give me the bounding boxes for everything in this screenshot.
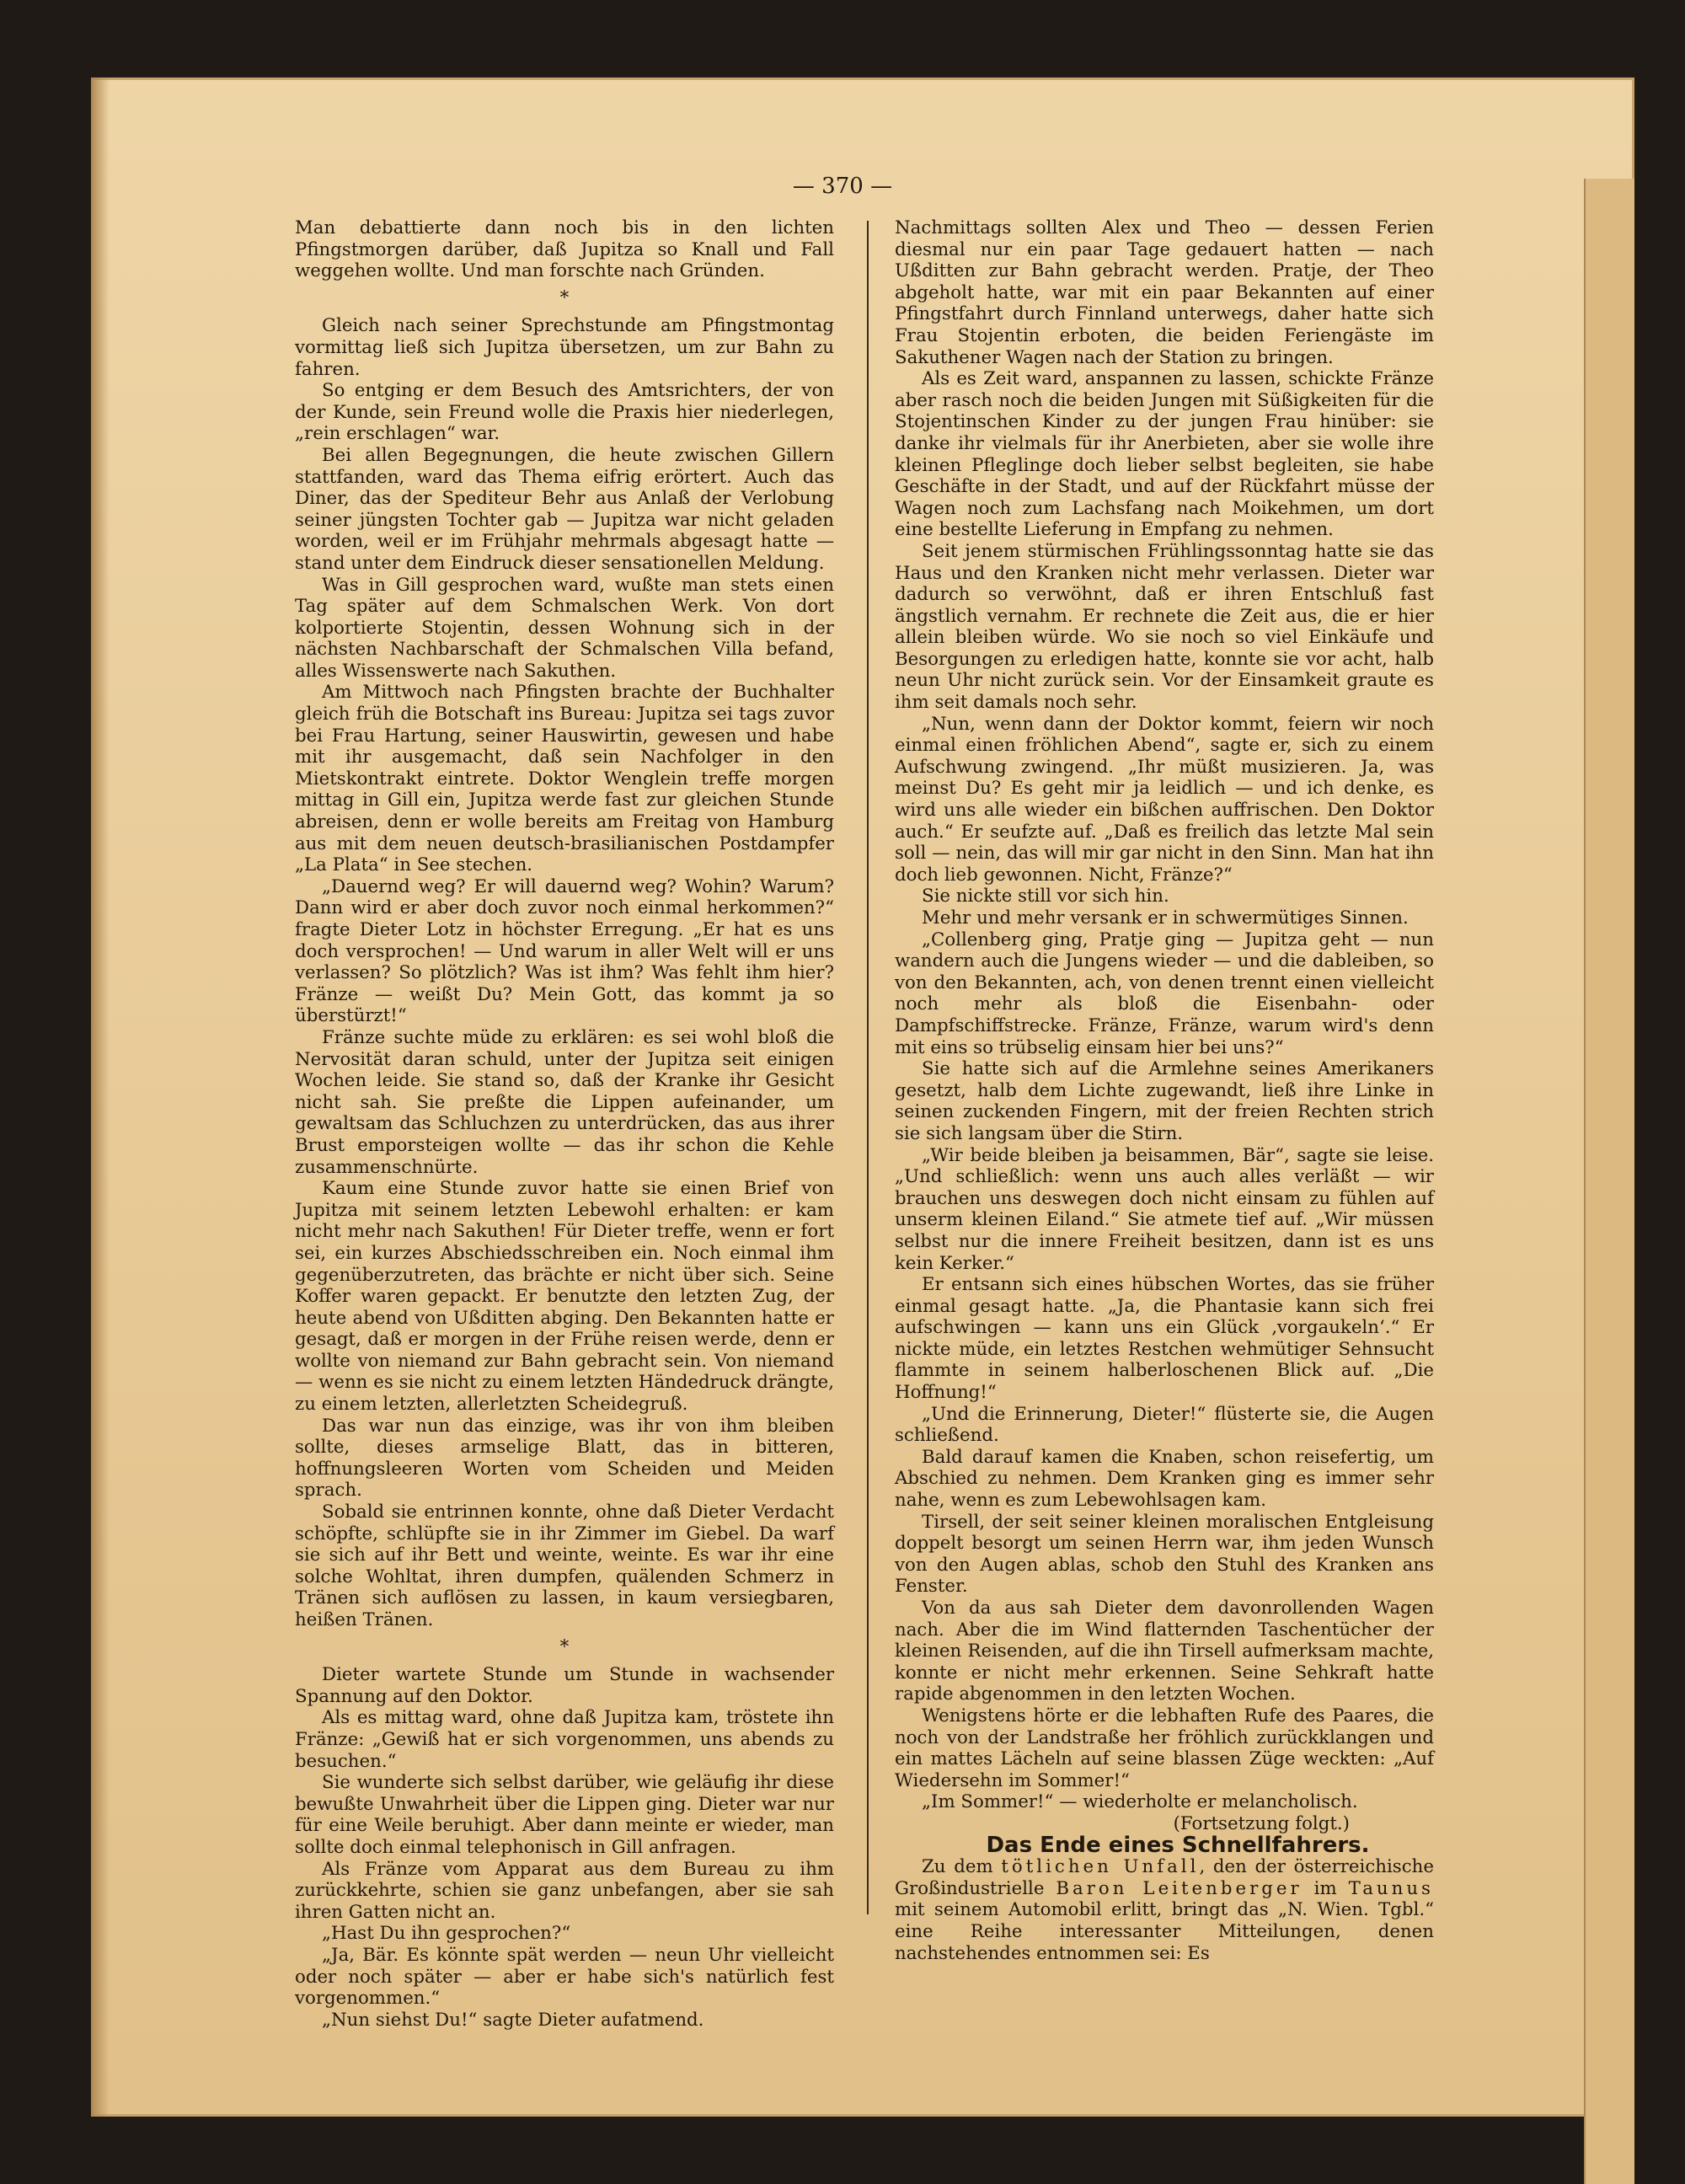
paragraph: Am Mittwoch nach Pfingsten brachte der Buchhalter gleich früh die Botschaft ins Bureau: Jupitza sei tags zuvor bei Frau Hartung, seiner Hauswirtin, gewesen und habe mit ihr ausgemacht, daß sein Nachfolger in den Mietskontrakt eintrete. Doktor Wenglein treffe morgen mittag in Gill ein, Jupitza werde fast zur gleichen Stunde abreisen, denn er wolle bereits am Freitag von Hamburg aus mit dem neuen deutsch-brasilianischen Postdampfer „La Plata“ in See stechen. [295, 682, 834, 876]
paragraph: Seit jenem stürmischen Frühlingssonntag hatte sie das Haus und den Kranken nicht mehr verlassen. Dieter war dadurch so verwöhnt, daß er ihren Entschluß fast ängstlich vernahm. Er rechnete die Zeit aus, die er hier allein bleiben würde. Wo sie noch so viel Einkäufe und Besorgungen zu erledigen hatte, konnte sie vor acht, halb neun Uhr nicht zurück sein. Vor der Einsamkeit graute es ihm seit damals noch sehr. [895, 540, 1434, 714]
paragraph: Wenigstens hörte er die lebhaften Rufe des Paares, die noch von der Landstraße her fröhlich zurückklangen und ein mattes Lächeln auf seine blassen Züge weckten: „Auf Wiedersehn im Sommer!“ [895, 1705, 1434, 1791]
article-lead-emphasis-3: Taunus [1348, 1877, 1434, 1899]
adjacent-page-edge [1584, 179, 1634, 2184]
paragraph: Das war nun das einzige, was ihr von ihm bleiben sollte, dieses armselige Blatt, das in bitteren, hoffnungsleeren Worten vom Scheiden und Meiden sprach. [295, 1415, 834, 1502]
paragraph: „Ja, Bär. Es könnte spät werden — neun Uhr vielleicht oder noch später — aber er habe sich's natürlich fest vorgenommen.“ [295, 1944, 834, 2010]
paragraph: „Nun siehst Du!“ sagte Dieter aufatmend. [322, 2009, 704, 2031]
paragraph: Sie nickte still vor sich hin. [922, 886, 1169, 907]
paragraph: Als Fränze vom Apparat aus dem Bureau zu ihm zurückkehrte, schien sie ganz unbefangen, aber sie sah ihren Gatten nicht an. [295, 1858, 834, 1923]
paragraph: Mehr und mehr versank er in schwermütiges Sinnen. [922, 907, 1409, 929]
article-lead-mid2: im [1313, 1877, 1337, 1899]
article-lead-emphasis-2: Baron Leitenberger [1056, 1877, 1303, 1899]
section-separator: * [559, 286, 570, 308]
paragraph: Was in Gill gesprochen ward, wußte man stets einen Tag später auf dem Schmalschen Werk. Von dort kolportierte Stojentin, dessen Wohnung sich in der nächsten Nachbarschaft der Schmalschen Villa befand, alles Wissenswerte nach Sakuthen. [295, 574, 834, 682]
paragraph: „Dauernd weg? Er will dauernd weg? Wohin? Warum? Dann wird er aber doch zuvor noch einmal herkommen?“ fragte Dieter Lotz in höchster Erregung. „Er hat es uns doch versprochen! — Und warum in aller Welt will er uns verlassen? So plötzlich? Was ist ihm? Was fehlt ihm hier? Fränze — weißt Du? Mein Gott, das kommt ja so überstürzt!“ [295, 875, 834, 1027]
column-divider [867, 221, 869, 1914]
paragraph: Von da aus sah Dieter dem davonrollenden Wagen nach. Aber die im Wind flatternden Taschentücher der kleinen Reisenden, auf die ihn Tirsell aufmerksam machte, konnte er nicht mehr erkennen. Seine Sehkraft hatte rapide abgenommen in den letzten Wochen. [895, 1598, 1434, 1705]
paragraph: „Wir beide bleiben ja beisammen, Bär“, sagte sie leise. „Und schließlich: wenn uns auch alles verläßt — wir brauchen uns deswegen doch nicht einsam zu fühlen auf unserm kleinen Eiland.“ Sie atmete tief auf. „Wir müssen selbst nur die innere Freiheit besitzen, dann ist es uns kein Kerker.“ [895, 1144, 1434, 1274]
page-number: — 370 — [792, 174, 893, 199]
left-column [295, 217, 834, 2031]
paragraph: Er entsann sich eines hübschen Wortes, das sie früher einmal gesagt hatte. „Ja, die Phantasie kann sich frei aufschwingen — kann uns ein Glück ‚vorgaukeln‘.“ Er nickte müde, ein letztes Restchen wehmütiger Sehnsucht flammte in seinem halberloschenen Blick auf. „Die Hoffnung!“ [895, 1274, 1434, 1404]
paragraph: Nachmittags sollten Alex und Theo — dessen Ferien diesmal nur ein paar Tage gedauert hatten — nach Ußditten zur Bahn gebracht werden. Pratje, der Theo abgeholt hatte, war mit ein paar Bekannten auf einer Pfingstfahrt durch Finnland unterwegs, daher hatte sich Frau Stojentin erboten, die beiden Feriengäste im Sakuthener Wagen nach der Station zu bringen. [895, 217, 1434, 368]
paragraph: „Hast Du ihn gesprochen?“ [322, 1923, 571, 1945]
paragraph: Sobald sie entrinnen konnte, ohne daß Dieter Verdacht schöpfte, schlüpfte sie in ihr Zimmer im Giebel. Da warf sie sich auf ihr Bett und weinte, weinte. Es war ihr eine solche Wohltat, ihren dumpfen, quälenden Schmerz in Tränen sich auflösen zu lassen, in kaum versiegbaren, heißen Tränen. [295, 1502, 834, 1630]
paragraph: Als es mittag ward, ohne daß Jupitza kam, tröstete ihn Fränze: „Gewiß hat er sich vorgenommen, uns abends zu besuchen.“ [295, 1707, 834, 1772]
paragraph: „Nun, wenn dann der Doktor kommt, feiern wir noch einmal einen fröhlichen Abend“, sagte er, sich zu einem Aufschwung zwingend. „Ihr müßt musizieren. Ja, was meinst Du? Es geht mir ja leidlich — und ich denke, es wird uns alle wieder ein bißchen auffrischen. Den Doktor auch.“ Er seufzte auf. „Daß es freilich das letzte Mal sein soll — nein, das will mir gar nicht in den Sinn. Man hat ihn doch lieb gewonnen. Nicht, Fränze?“ [895, 713, 1434, 886]
paragraph: Sie wunderte sich selbst darüber, wie geläufig ihr diese bewußte Unwahrheit über die Lippen ging. Dieter war nur für eine Weile beruhigt. Aber dann meinte er wieder, man sollte doch einmal telephonisch in Gill anfragen. [295, 1772, 834, 1858]
paragraph: Als es Zeit ward, anspannen zu lassen, schickte Fränze aber rasch noch die beiden Jungen mit Süßigkeiten für die Stojentinschen Kinder zu der jungen Frau hinüber: sie danke ihr vielmals für ihr Anerbieten, aber sie wolle ihre kleinen Pfleglinge doch lieber selbst begleiten, sie habe Geschäfte in der Stadt, und auf der Rückfahrt müsse der Wagen noch zum Lachsfang nach Moikehmen, um dort eine bestellte Lieferung in Empfang zu nehmen. [895, 368, 1434, 541]
paragraph: Bei allen Begegnungen, die heute zwischen Gillern stattfanden, ward das Thema eifrig erörtert. Auch das Diner, das der Spediteur Behr aus Anlaß der Verlobung seiner jüngsten Tochter gab — Jupitza war nicht geladen worden, weil er im Frühjahr mehrmals abgesagt hatte — stand unter dem Eindruck dieser sensationellen Meldung. [295, 444, 834, 574]
paragraph: Dieter wartete Stunde um Stunde in wachsender Spannung auf den Doktor. [295, 1664, 834, 1707]
article-lead-prefix: Zu dem [922, 1856, 993, 1878]
right-column [895, 217, 1434, 1964]
paragraph: „Collenberg ging, Pratje ging — Jupitza geht — nun wandern auch die Jungens wieder — und die dableiben, so von den Bekannten, ach, von denen trennt einen vielleicht noch mehr als bloß die Eisenbahn- oder Dampfschiffstrecke. Fränze, Fränze, warum wird's denn mit eins so trübselig einsam hier bei uns?“ [895, 929, 1434, 1058]
paragraph: Fränze suchte müde zu erklären: es sei wohl bloß die Nervosität daran schuld, unter der Jupitza seit einigen Wochen leide. Sie stand so, daß der Kranke ihr Gesicht nicht sah. Sie preßte die Lippen aufeinander, um gewaltsam das Schluchzen zu unterdrücken, das aus ihrer Brust emporsteigen wollte — das ihr schon die Kehle zusammenschnürte. [295, 1026, 834, 1178]
paragraph: „Und die Erinnerung, Dieter!“ flüsterte sie, die Augen schließend. [895, 1403, 1434, 1447]
article-lead-mid: , den der österreichische Großindustrielle [895, 1856, 1434, 1899]
paragraph: „Im Sommer!“ — wiederholte er melancholisch. [922, 1791, 1358, 1813]
article-lead-emphasis-1: tötlichen Unfall [1001, 1856, 1200, 1878]
paragraph: Bald darauf kamen die Knaben, schon reisefertig, um Abschied zu nehmen. Dem Kranken ging es immer sehr nahe, wenn es zum Lebewohlsagen kam. [895, 1446, 1434, 1512]
paragraph: Gleich nach seiner Sprechstunde am Pfingstmontag vormittag ließ sich Jupitza übersetzen, um zur Bahn zu fahren. [295, 315, 834, 380]
paragraph: So entging er dem Besuch des Amtsrichters, der von der Kunde, sein Freund wolle die Praxis hier niederlegen, „rein erschlagen“ war. [295, 380, 834, 445]
continuation-note: (Fortsetzung folgt.) [1173, 1812, 1350, 1834]
section-separator: * [559, 1635, 570, 1657]
paragraph: Kaum eine Stunde zuvor hatte sie einen Brief von Jupitza mit seinem letzten Lebewohl erhalten: er kam nicht mehr nach Sakuthen! Für Dieter treffe, wenn er fort sei, ein kurzes Abschiedsschreiben ein. Noch einmal ihm gegenüberzutreten, das brächte er nicht über sich. Seine Koffer waren gepackt. Er benutzte den letzten Zug, der heute abend von Ußditten abging. Den Bekannten hatte er gesagt, daß er morgen in der Frühe reisen werde, denn er wollte von niemand zur Bahn gebracht sein. Von niemand — wenn es sie nicht zu einem letzten Händedruck drängte, zu einem letzten, allerletzten Scheidegruß. [295, 1178, 834, 1416]
paragraph: Sie hatte sich auf die Armlehne seines Amerikaners gesetzt, halb dem Lichte zugewandt, ließ ihre Linke in seinen zuckenden Fingern, mit der freien Rechten strich sie sich langsam über die Stirn. [895, 1058, 1434, 1144]
page-edge-shadow [91, 78, 110, 2117]
paragraph: Man debattierte dann noch bis in den lichten Pfingstmorgen darüber, daß Jupitza so Knall und Fall weggehen wollte. Und man forschte nach Gründen. [295, 217, 834, 282]
article-title: Das Ende eines Schnellfahrers. [986, 1832, 1370, 1858]
novel-continuation [895, 217, 1434, 1813]
article-lead [895, 1856, 1434, 1964]
article-lead-suffix: mit seinem Automobil erlitt, bringt das „N. Wien. Tgbl.“ eine Reihe interessanter Mitteilungen, denen nachstehendes entnommen sei: Es [895, 1899, 1434, 1964]
paragraph: Tirsell, der seit seiner kleinen moralischen Entgleisung doppelt besorgt um seinen Herrn war, ihm jeden Wunsch von den Augen ablas, schob den Stuhl des Kranken ans Fenster. [895, 1511, 1434, 1598]
